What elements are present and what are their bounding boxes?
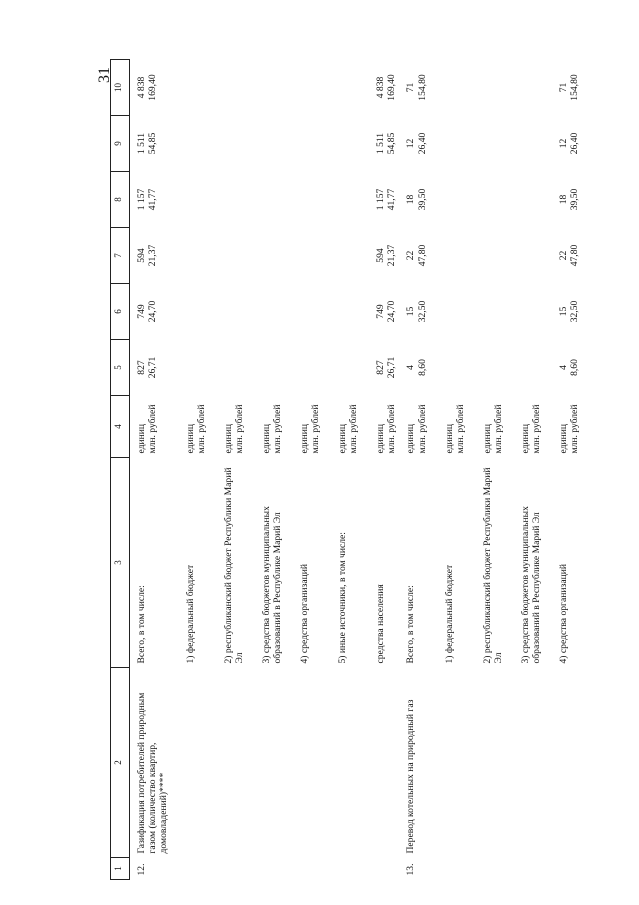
value: 71 xyxy=(557,82,569,93)
item-number xyxy=(544,858,582,880)
value-cell xyxy=(130,284,172,340)
value-cell xyxy=(209,60,247,116)
unit-label: единиц xyxy=(519,423,531,454)
value-cell xyxy=(430,60,468,116)
value: 24,70 xyxy=(386,300,398,323)
value: 15 xyxy=(557,306,569,317)
item-number xyxy=(247,858,285,880)
value-cell xyxy=(544,60,582,116)
value: 22 xyxy=(405,250,417,261)
rotated-table-sheet xyxy=(110,60,630,880)
value: 12 xyxy=(405,138,417,149)
value: 1 157 xyxy=(375,188,387,211)
column-header: 4 xyxy=(111,396,130,458)
value-cell xyxy=(247,60,285,116)
item-name xyxy=(430,668,468,858)
table-row xyxy=(171,60,209,880)
value-cell xyxy=(130,60,172,116)
value: 21,37 xyxy=(147,244,159,267)
item-number xyxy=(506,858,544,880)
value-cell xyxy=(544,284,582,340)
value: 749 xyxy=(136,304,147,319)
page-number: 31 xyxy=(96,67,113,83)
unit-label: млн. рублей xyxy=(147,404,159,454)
units-cell xyxy=(247,396,285,458)
value: 594 xyxy=(375,248,387,263)
value: 26,40 xyxy=(568,132,580,155)
value-cell xyxy=(430,284,468,340)
value: 39,50 xyxy=(416,188,428,211)
value-cell xyxy=(361,340,399,396)
column-header: 1 xyxy=(111,858,130,880)
table-row xyxy=(209,60,247,880)
value: 827 xyxy=(136,360,147,375)
funding-source-label: 2) республиканский бюджет Республики Марий Эл xyxy=(481,467,504,664)
value-cell xyxy=(171,172,209,228)
item-name xyxy=(544,668,582,858)
value-cell xyxy=(209,172,247,228)
item-number: 13. xyxy=(405,863,417,876)
funding-source-label: 1) федеральный бюджет xyxy=(185,564,197,664)
value-cell xyxy=(430,116,468,172)
value-cell xyxy=(399,60,429,116)
value-cell xyxy=(361,116,399,172)
funding-source-label: Всего, в том числе: xyxy=(136,585,147,664)
value-cell xyxy=(323,340,361,396)
column-header: 5 xyxy=(111,340,130,396)
value-cell xyxy=(171,340,209,396)
value: 21,37 xyxy=(386,244,398,267)
value-cell xyxy=(323,228,361,284)
unit-label: млн. рублей xyxy=(492,404,504,454)
value-cell xyxy=(130,228,172,284)
value-cell xyxy=(430,228,468,284)
table-row xyxy=(544,60,582,880)
value-cell xyxy=(285,116,323,172)
value: 47,80 xyxy=(416,244,428,267)
value-cell xyxy=(361,228,399,284)
value: 1 157 xyxy=(136,188,147,211)
units-cell xyxy=(171,396,209,458)
table-row xyxy=(399,60,429,880)
value-cell xyxy=(285,284,323,340)
value: 32,50 xyxy=(416,300,428,323)
unit-label: млн. рублей xyxy=(234,404,246,454)
value: 169,40 xyxy=(386,74,398,101)
value-cell xyxy=(285,60,323,116)
value: 71 xyxy=(405,82,417,93)
funding-source-label: 4) средства организаций xyxy=(299,564,311,664)
table-row xyxy=(285,60,323,880)
value: 154,80 xyxy=(416,74,428,101)
value: 4 838 xyxy=(375,76,387,99)
value-cell xyxy=(468,172,506,228)
value-cell xyxy=(544,116,582,172)
item-name xyxy=(468,668,506,858)
value-cell xyxy=(171,228,209,284)
column-header: 9 xyxy=(111,116,130,172)
value-cell xyxy=(130,116,172,172)
unit-label: единиц xyxy=(481,423,493,454)
value-cell xyxy=(323,284,361,340)
value: 1 511 xyxy=(136,132,147,155)
item-number xyxy=(209,858,247,880)
unit-label: единиц xyxy=(299,423,311,454)
funding-source-label: Всего, в том числе: xyxy=(405,585,417,664)
value-cell xyxy=(209,228,247,284)
value-cell xyxy=(506,284,544,340)
table-row xyxy=(130,60,172,880)
value-cell xyxy=(285,172,323,228)
unit-label: единиц xyxy=(223,423,235,454)
value-cell xyxy=(544,172,582,228)
value-cell xyxy=(544,228,582,284)
value: 1 511 xyxy=(375,132,387,155)
value: 26,71 xyxy=(147,356,159,379)
value-cell xyxy=(285,340,323,396)
unit-label: млн. рублей xyxy=(310,404,322,454)
column-header: 3 xyxy=(111,458,130,668)
column-header: 8 xyxy=(111,172,130,228)
value-cell xyxy=(399,284,429,340)
table-row xyxy=(430,60,468,880)
table-body xyxy=(130,60,582,880)
item-number xyxy=(323,858,361,880)
value: 4 xyxy=(405,365,417,370)
value-cell xyxy=(430,340,468,396)
item-number xyxy=(361,858,399,880)
value-cell xyxy=(130,172,172,228)
value-cell xyxy=(506,172,544,228)
item-name xyxy=(285,668,323,858)
funding-source-label: 3) средства бюджетов муниципальных образований в Республике Марий Эл xyxy=(261,506,284,664)
units-cell xyxy=(323,396,361,458)
unit-label: млн. рублей xyxy=(348,404,360,454)
value-cell xyxy=(506,60,544,116)
value-cell xyxy=(399,116,429,172)
value-cell xyxy=(171,116,209,172)
value: 8,60 xyxy=(416,359,428,376)
units-cell xyxy=(130,396,172,458)
value: 41,77 xyxy=(147,188,159,211)
item-name xyxy=(171,668,209,858)
value: 26,71 xyxy=(386,356,398,379)
units-cell xyxy=(361,396,399,458)
value-cell xyxy=(247,340,285,396)
item-number xyxy=(468,858,506,880)
value-cell xyxy=(247,116,285,172)
value: 18 xyxy=(557,194,569,205)
value-cell xyxy=(323,60,361,116)
value-cell xyxy=(171,60,209,116)
value: 22 xyxy=(557,250,569,261)
funding-source-label: 4) средства организаций xyxy=(557,564,569,664)
units-cell xyxy=(285,396,323,458)
item-name: Газификация потребителей природным газом (количество квартир, домовладений)**** xyxy=(136,692,170,854)
value-cell xyxy=(247,228,285,284)
table-row xyxy=(506,60,544,880)
value-cell xyxy=(323,116,361,172)
value-cell xyxy=(468,60,506,116)
value: 749 xyxy=(375,304,387,319)
item-name xyxy=(323,668,361,858)
value-cell xyxy=(468,116,506,172)
funding-source-label: 2) республиканский бюджет Республики Марий Эл xyxy=(223,467,246,664)
value: 12 xyxy=(557,138,569,149)
unit-label: единиц xyxy=(443,423,455,454)
value: 47,80 xyxy=(568,244,580,267)
units-cell xyxy=(544,396,582,458)
unit-label: млн. рублей xyxy=(272,404,284,454)
unit-label: единиц xyxy=(405,423,417,454)
value-cell xyxy=(361,172,399,228)
unit-label: млн. рублей xyxy=(416,404,428,454)
value: 18 xyxy=(405,194,417,205)
unit-label: млн. рублей xyxy=(196,404,208,454)
value-cell xyxy=(323,172,361,228)
table-row xyxy=(323,60,361,880)
funding-source-label: средства населения xyxy=(375,584,387,664)
value-cell xyxy=(247,284,285,340)
value: 4 838 xyxy=(136,76,147,99)
column-header: 10 xyxy=(111,60,130,116)
unit-label: единиц xyxy=(375,423,387,454)
funding-source-label: 5) иные источники, в том числе: xyxy=(337,532,349,664)
value: 32,50 xyxy=(568,300,580,323)
value: 594 xyxy=(136,248,147,263)
value-cell xyxy=(130,340,172,396)
unit-label: единиц xyxy=(337,423,349,454)
program-table xyxy=(110,59,582,880)
item-number xyxy=(430,858,468,880)
value-cell xyxy=(506,116,544,172)
value: 169,40 xyxy=(147,74,159,101)
funding-source-label: 3) средства бюджетов муниципальных образований в Республике Марий Эл xyxy=(519,506,542,664)
value: 24,70 xyxy=(147,300,159,323)
unit-label: млн. рублей xyxy=(530,404,542,454)
column-header: 6 xyxy=(111,284,130,340)
unit-label: млн. рублей xyxy=(568,404,580,454)
table-row xyxy=(247,60,285,880)
value: 54,85 xyxy=(386,132,398,155)
value-cell xyxy=(468,284,506,340)
value-cell xyxy=(544,340,582,396)
item-name xyxy=(506,668,544,858)
value-cell xyxy=(468,340,506,396)
item-number xyxy=(171,858,209,880)
unit-label: единиц xyxy=(136,423,147,454)
table-header-row xyxy=(111,60,130,880)
value-cell xyxy=(247,172,285,228)
unit-label: млн. рублей xyxy=(454,404,466,454)
value: 26,40 xyxy=(416,132,428,155)
value-cell xyxy=(399,172,429,228)
unit-label: единиц xyxy=(261,423,273,454)
value-cell xyxy=(506,228,544,284)
units-cell xyxy=(430,396,468,458)
units-cell xyxy=(209,396,247,458)
item-name xyxy=(361,668,399,858)
units-cell xyxy=(468,396,506,458)
value: 15 xyxy=(405,306,417,317)
value-cell xyxy=(468,228,506,284)
column-header: 2 xyxy=(111,668,130,858)
value-cell xyxy=(209,284,247,340)
value-cell xyxy=(399,340,429,396)
item-name xyxy=(247,668,285,858)
table-row xyxy=(468,60,506,880)
column-header: 7 xyxy=(111,228,130,284)
value-cell xyxy=(285,228,323,284)
value: 4 xyxy=(557,365,569,370)
value-cell xyxy=(361,284,399,340)
units-cell xyxy=(399,396,429,458)
item-name: Перевод котельных на природный газ xyxy=(405,699,417,854)
value: 154,80 xyxy=(568,74,580,101)
value-cell xyxy=(506,340,544,396)
item-name xyxy=(209,668,247,858)
value-cell xyxy=(209,340,247,396)
value: 41,77 xyxy=(386,188,398,211)
item-number: 12. xyxy=(136,863,147,876)
value: 8,60 xyxy=(568,359,580,376)
value-cell xyxy=(430,172,468,228)
item-number xyxy=(285,858,323,880)
value: 827 xyxy=(375,360,387,375)
value-cell xyxy=(399,228,429,284)
table-row xyxy=(361,60,399,880)
unit-label: единиц xyxy=(557,423,569,454)
funding-source-label: 1) федеральный бюджет xyxy=(443,564,455,664)
value: 54,85 xyxy=(147,132,159,155)
unit-label: единиц xyxy=(185,423,197,454)
value-cell xyxy=(171,284,209,340)
units-cell xyxy=(506,396,544,458)
value-cell xyxy=(361,60,399,116)
unit-label: млн. рублей xyxy=(386,404,398,454)
value: 39,50 xyxy=(568,188,580,211)
value-cell xyxy=(209,116,247,172)
